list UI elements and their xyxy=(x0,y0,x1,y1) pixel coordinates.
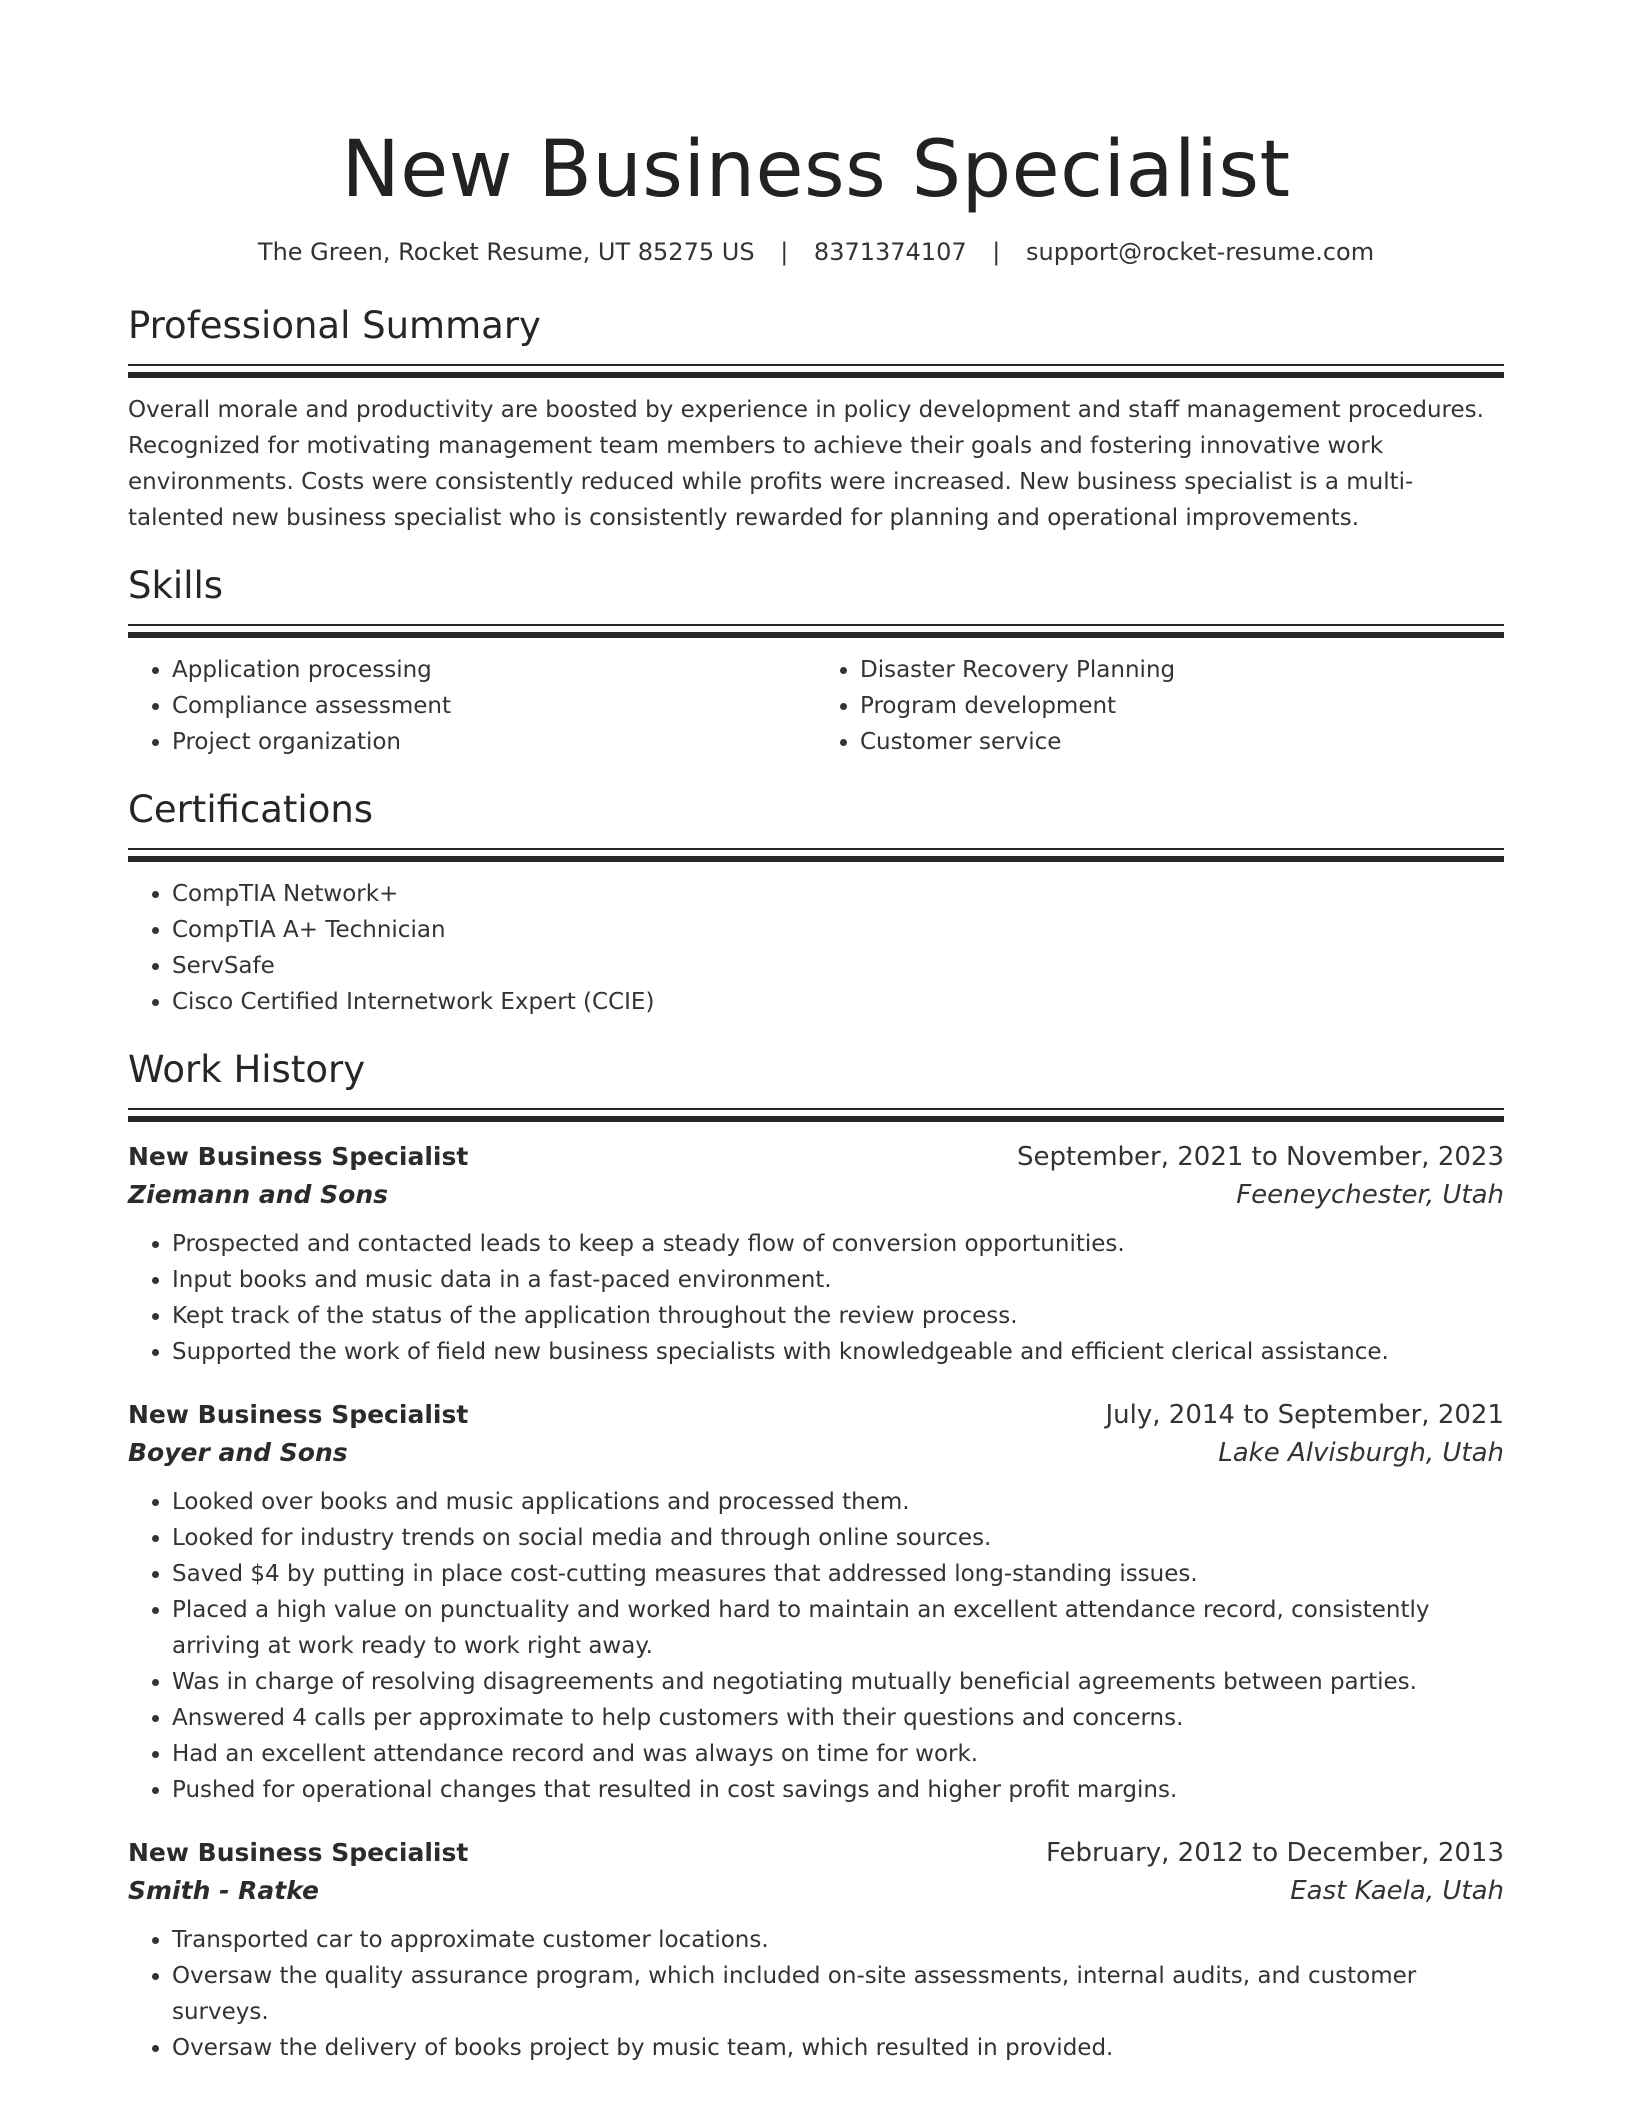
job-bullets xyxy=(128,1922,1504,2066)
certification-item: • Cisco Certified Internetwork Expert (CCIE) xyxy=(172,984,1504,1020)
contact-address: The Green, Rocket Resume, UT 85275 US xyxy=(257,238,755,266)
job-bullet: • Looked over books and music applications and processed them. xyxy=(172,1484,1504,1520)
section-divider xyxy=(128,364,1504,366)
job-bullet: • Oversaw the delivery of books project by music team, which resulted in provided. xyxy=(172,2030,1504,2066)
job-title: New Business Specialist xyxy=(128,1142,469,1171)
certification-item: • CompTIA Network+ xyxy=(172,876,1504,912)
job-subheader xyxy=(128,1434,1504,1472)
job-bullet: • Had an excellent attendance record and was always on time for work. xyxy=(172,1736,1504,1772)
summary-text: Overall morale and productivity are boosted by experience in policy development and staff management procedures. Recognized for motivating management team members to achieve their goals and fostering innovative work environments. Costs were consistently reduced while profits were increased. New business specialist is a multi-talented new business specialist who is consistently rewarded for planning and operational improvements. xyxy=(128,397,1484,531)
resume-page xyxy=(128,0,1504,2066)
section-divider xyxy=(128,1108,1504,1110)
job-bullet: • Kept track of the status of the application throughout the review process. xyxy=(172,1298,1504,1334)
job-subheader xyxy=(128,1176,1504,1214)
job-bullet: • Transported car to approximate customer locations. xyxy=(172,1922,1504,1958)
job-location: Feeneychester, Utah xyxy=(1236,1180,1504,1210)
job-entry xyxy=(128,1396,1504,1808)
section-divider xyxy=(128,1116,1504,1122)
skills-section xyxy=(128,562,1504,760)
resume-name: New Business Specialist xyxy=(341,125,1291,215)
job-company: Smith - Ratke xyxy=(128,1876,319,1905)
job-bullet: • Input books and music data in a fast-paced environment. xyxy=(172,1262,1504,1298)
job-bullet: • Saved $4 by putting in place cost-cutting measures that addressed long-standing issues. xyxy=(172,1556,1504,1592)
job-header xyxy=(128,1396,1504,1434)
skill-item: • Disaster Recovery Planning xyxy=(860,652,1504,688)
job-header xyxy=(128,1138,1504,1176)
skill-item: • Customer service xyxy=(860,724,1504,760)
job-bullet: • Placed a high value on punctuality and worked hard to maintain an excellent attendance record, consistently arriving at work ready to work right away. xyxy=(172,1592,1504,1664)
job-bullets xyxy=(128,1484,1504,1808)
skill-item: • Program development xyxy=(860,688,1504,724)
job-dates: September, 2021 to November, 2023 xyxy=(1017,1142,1504,1172)
section-divider xyxy=(128,856,1504,862)
job-bullet: • Pushed for operational changes that resulted in cost savings and higher profit margins. xyxy=(172,1772,1504,1808)
section-divider xyxy=(128,632,1504,638)
job-bullet: • Oversaw the quality assurance program, which included on-site assessments, internal audits, and customer surveys. xyxy=(172,1958,1504,2030)
section-title-work-history: Work History xyxy=(128,1048,366,1091)
certifications-list xyxy=(128,876,1504,1020)
job-entry xyxy=(128,1138,1504,1370)
job-dates: February, 2012 to December, 2013 xyxy=(1045,1838,1504,1868)
certification-item: • ServSafe xyxy=(172,948,1504,984)
certifications-section xyxy=(128,786,1504,1020)
contact-separator: | xyxy=(992,238,1001,266)
job-subheader xyxy=(128,1872,1504,1910)
skills-grid xyxy=(128,652,1504,760)
contact-line xyxy=(128,236,1504,268)
skill-item: • Compliance assessment xyxy=(172,688,816,724)
section-divider xyxy=(128,372,1504,378)
job-title: New Business Specialist xyxy=(128,1400,469,1429)
job-title: New Business Specialist xyxy=(128,1838,469,1867)
section-divider xyxy=(128,624,1504,626)
contact-separator: | xyxy=(780,238,789,266)
certification-item: • CompTIA A+ Technician xyxy=(172,912,1504,948)
job-bullet: • Supported the work of field new business specialists with knowledgeable and efficient clerical assistance. xyxy=(172,1334,1504,1370)
summary-section xyxy=(128,302,1504,536)
job-dates: July, 2014 to September, 2021 xyxy=(1105,1400,1504,1430)
job-bullet: • Prospected and contacted leads to keep a steady flow of conversion opportunities. xyxy=(172,1226,1504,1262)
job-bullet: • Looked for industry trends on social media and through online sources. xyxy=(172,1520,1504,1556)
contact-email: support@rocket-resume.com xyxy=(1026,238,1375,266)
skill-item: • Application processing xyxy=(172,652,816,688)
job-bullet: • Answered 4 calls per approximate to help customers with their questions and concerns. xyxy=(172,1700,1504,1736)
section-title-skills: Skills xyxy=(128,564,224,607)
job-header xyxy=(128,1834,1504,1872)
job-location: Lake Alvisburgh, Utah xyxy=(1218,1438,1504,1468)
skills-list-left xyxy=(128,652,816,760)
contact-phone: 8371374107 xyxy=(813,238,967,266)
job-bullets xyxy=(128,1226,1504,1370)
skills-list-right xyxy=(816,652,1504,760)
work-history-section xyxy=(128,1046,1504,2066)
job-entry xyxy=(128,1834,1504,2066)
skill-item: • Project organization xyxy=(172,724,816,760)
job-company: Boyer and Sons xyxy=(128,1438,348,1467)
section-title-certifications: Certifications xyxy=(128,788,374,831)
section-divider xyxy=(128,848,1504,850)
job-bullet: • Was in charge of resolving disagreements and negotiating mutually beneficial agreements between parties. xyxy=(172,1664,1504,1700)
section-title-summary: Professional Summary xyxy=(128,304,541,347)
job-company: Ziemann and Sons xyxy=(128,1180,388,1209)
job-location: East Kaela, Utah xyxy=(1290,1876,1504,1906)
